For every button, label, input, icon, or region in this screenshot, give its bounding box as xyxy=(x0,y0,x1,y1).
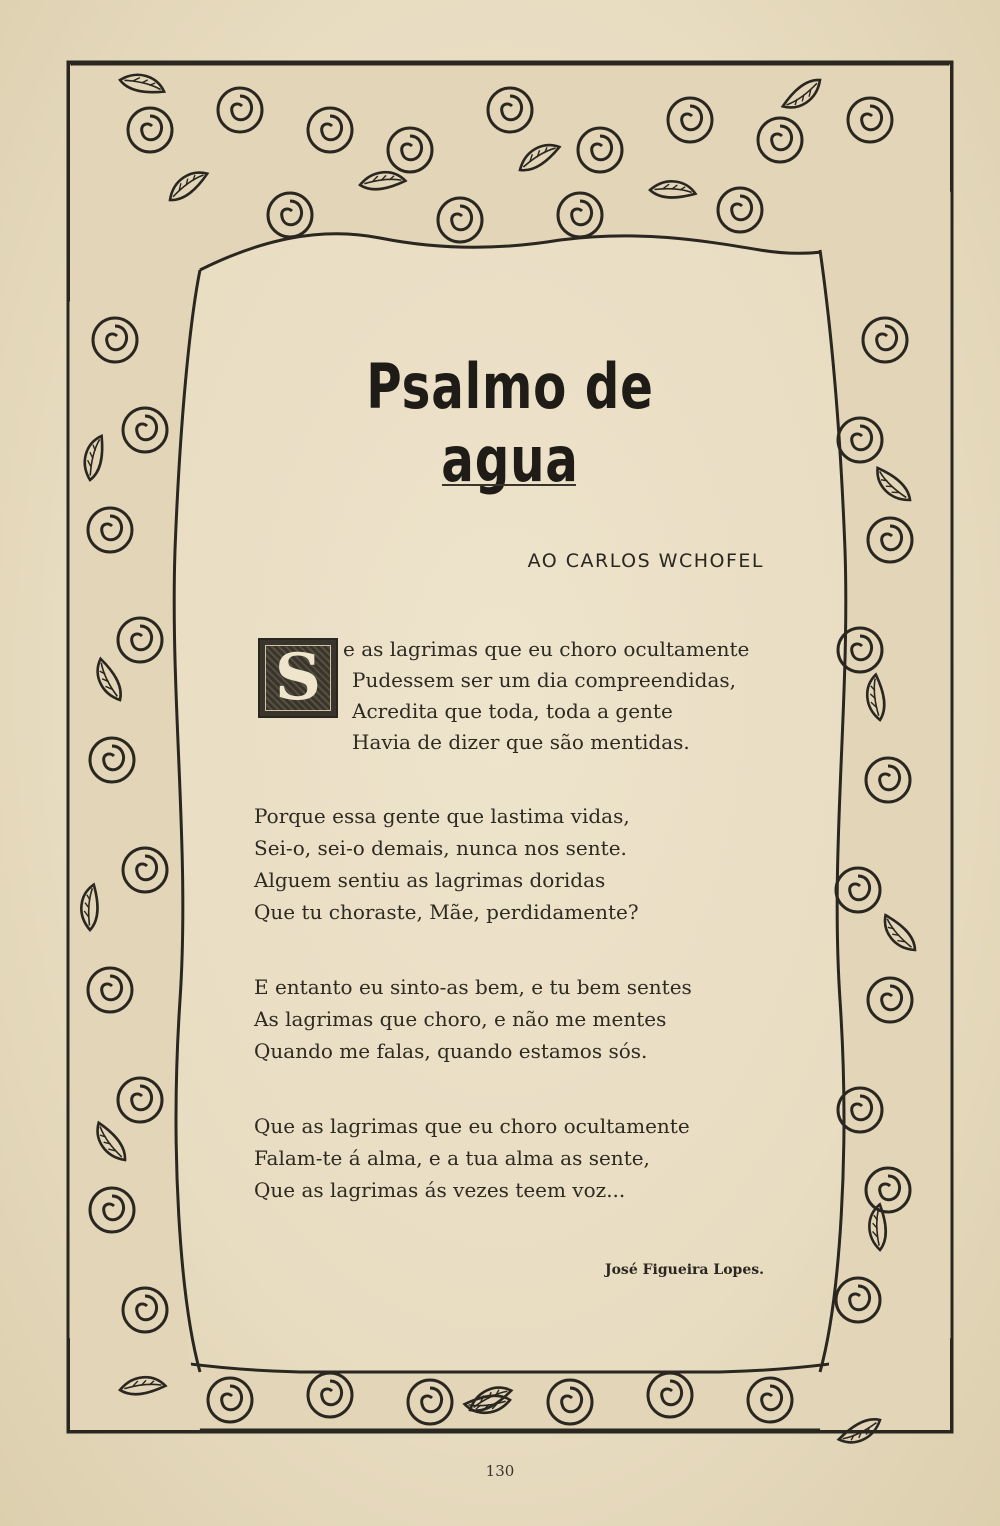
poem-title: Psalmo de agua xyxy=(366,350,654,496)
poem-line: Quando me falas, quando estamos sós. xyxy=(254,1039,648,1063)
drop-cap-ornament xyxy=(265,640,331,715)
drop-cap-letter: S xyxy=(274,640,322,715)
poem-line: e as lagrimas que eu choro ocultamente xyxy=(343,637,750,661)
poem-line: Porque essa gente que lastima vidas, xyxy=(254,804,630,828)
page-number: 130 xyxy=(485,1462,515,1480)
poem-line: Pudessem ser um dia compreendidas, xyxy=(352,668,737,692)
poem-line: Que as lagrimas que eu choro ocultamente xyxy=(254,1114,690,1138)
poem-line: Sei-o, sei-o demais, nunca nos sente. xyxy=(254,836,627,860)
poem-line: Que tu choraste, Mãe, perdidamente? xyxy=(254,900,639,924)
dedication: AO CARLOS WCHOFEL xyxy=(527,550,764,572)
title-divider xyxy=(442,484,576,486)
poem-line: Havia de dizer que são mentidas. xyxy=(352,730,690,754)
poem-line: Acredita que toda, toda a gente xyxy=(352,699,673,723)
author-signature: José Figueira Lopes. xyxy=(604,1262,764,1278)
poem-line: Alguem sentiu as lagrimas doridas xyxy=(254,868,606,892)
poem-line: As lagrimas que choro, e não me mentes xyxy=(254,1007,667,1031)
poem-line: Falam-te á alma, e a tua alma as sente, xyxy=(254,1146,650,1170)
poem-line: Que as lagrimas ás vezes teem voz... xyxy=(254,1178,626,1202)
drop-cap-box xyxy=(258,638,338,718)
poem-line: E entanto eu sinto-as bem, e tu bem sentes xyxy=(254,975,692,999)
